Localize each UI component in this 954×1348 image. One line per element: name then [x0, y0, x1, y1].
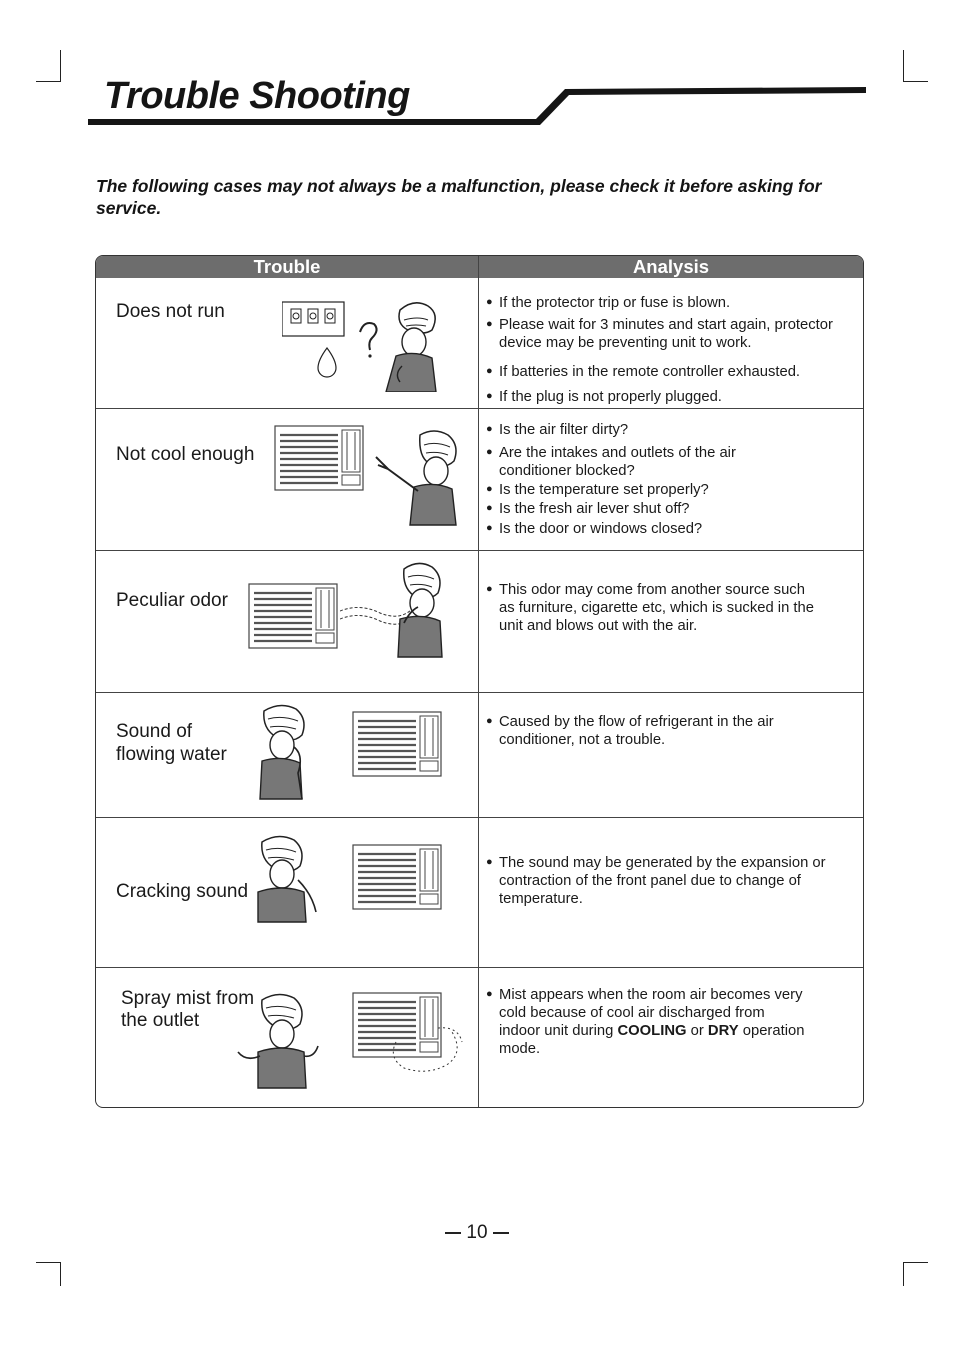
crop-mark-bottom-right-h	[903, 1262, 928, 1263]
air-conditioner-illustration	[274, 425, 366, 493]
analysis-item: ● Please wait for 3 minutes and start again, protector device may be preventing unit to work.	[486, 316, 854, 352]
analysis-text: operation mode.	[499, 1023, 805, 1057]
mode-cooling: COOLING	[617, 1023, 687, 1039]
table-row	[96, 967, 863, 1107]
analysis-list	[486, 421, 786, 538]
page-title: Trouble Shooting	[104, 75, 410, 117]
troubleshooting-table	[95, 255, 864, 1108]
table-header	[96, 256, 863, 278]
air-conditioner-illustration	[352, 844, 444, 912]
table-row	[96, 550, 863, 692]
mode-dry: DRY	[707, 1023, 739, 1039]
trouble-label-line2: flowing water	[116, 744, 227, 765]
page-number-dash-left	[445, 1232, 461, 1233]
analysis-list	[486, 713, 796, 749]
page-number	[0, 1222, 954, 1244]
analysis-list	[486, 581, 822, 635]
air-conditioner-illustration	[248, 583, 340, 651]
analysis-item: ● If the plug is not properly plugged.	[486, 388, 854, 406]
page-number-value: 10	[466, 1222, 488, 1243]
woman-shrugging-illustration	[236, 992, 320, 1092]
crop-mark-bottom-left-h	[36, 1262, 61, 1263]
woman-listening-illustration	[258, 703, 314, 803]
analysis-item	[486, 986, 806, 1058]
analysis-item: ● If the protector trip or fuse is blown.	[486, 294, 854, 312]
analysis-list	[486, 294, 854, 406]
trouble-label-line2: the outlet	[121, 1010, 200, 1031]
analysis-item: ● Caused by the flow of refrigerant in the air conditioner, not a trouble.	[486, 713, 796, 749]
trouble-label: Peculiar odor	[116, 590, 228, 611]
crop-mark-bottom-left-v	[60, 1262, 61, 1286]
header-analysis: Analysis	[632, 256, 710, 277]
trouble-label-line1: Sound of	[116, 721, 193, 742]
analysis-item: ● Is the air filter dirty?	[486, 421, 786, 439]
page-number-dash-right	[493, 1232, 509, 1233]
woman-pointing-illustration	[374, 429, 470, 527]
analysis-item: ● The sound may be generated by the expansion or contraction of the front panel due to change of temperature.	[486, 854, 836, 908]
crop-mark-bottom-right-v	[903, 1262, 904, 1286]
analysis-item: ● Are the intakes and outlets of the air conditioner blocked?	[486, 444, 786, 480]
analysis-text: or	[686, 1023, 708, 1039]
intro-note: The following cases may not always be a malfunction, please check it before asking for service.	[96, 176, 822, 218]
title-underline	[0, 0, 954, 140]
power-off-illustration	[282, 296, 452, 392]
analysis-item: ● Is the door or windows closed?	[486, 520, 786, 538]
analysis-list	[486, 854, 836, 908]
woman-surprised-illustration	[254, 834, 320, 924]
analysis-list	[486, 986, 806, 1058]
air-conditioner-mist-illustration	[352, 992, 468, 1076]
table-row	[96, 692, 863, 817]
analysis-item: ● Is the temperature set properly?	[486, 481, 786, 499]
air-conditioner-illustration	[352, 711, 444, 779]
analysis-text: Mist appears when the room air becomes very cold because of cool air discharged from indoor unit during	[499, 987, 803, 1039]
woman-holding-nose-illustration	[340, 559, 450, 659]
analysis-item: ● Is the fresh air lever shut off?	[486, 500, 786, 518]
table-row	[96, 817, 863, 967]
trouble-label-line1: Spray mist from	[121, 988, 255, 1009]
header-trouble: Trouble	[253, 256, 321, 277]
trouble-label: Not cool enough	[116, 444, 255, 465]
table-row	[96, 278, 863, 408]
trouble-label: Does not run	[116, 301, 225, 322]
table-row	[96, 408, 863, 550]
trouble-label: Cracking sound	[116, 881, 249, 902]
analysis-item: ● If batteries in the remote controller exhausted.	[486, 363, 854, 381]
analysis-item: ● This odor may come from another source such as furniture, cigarette etc, which is sucked in the unit and blows out with the air.	[486, 581, 822, 635]
